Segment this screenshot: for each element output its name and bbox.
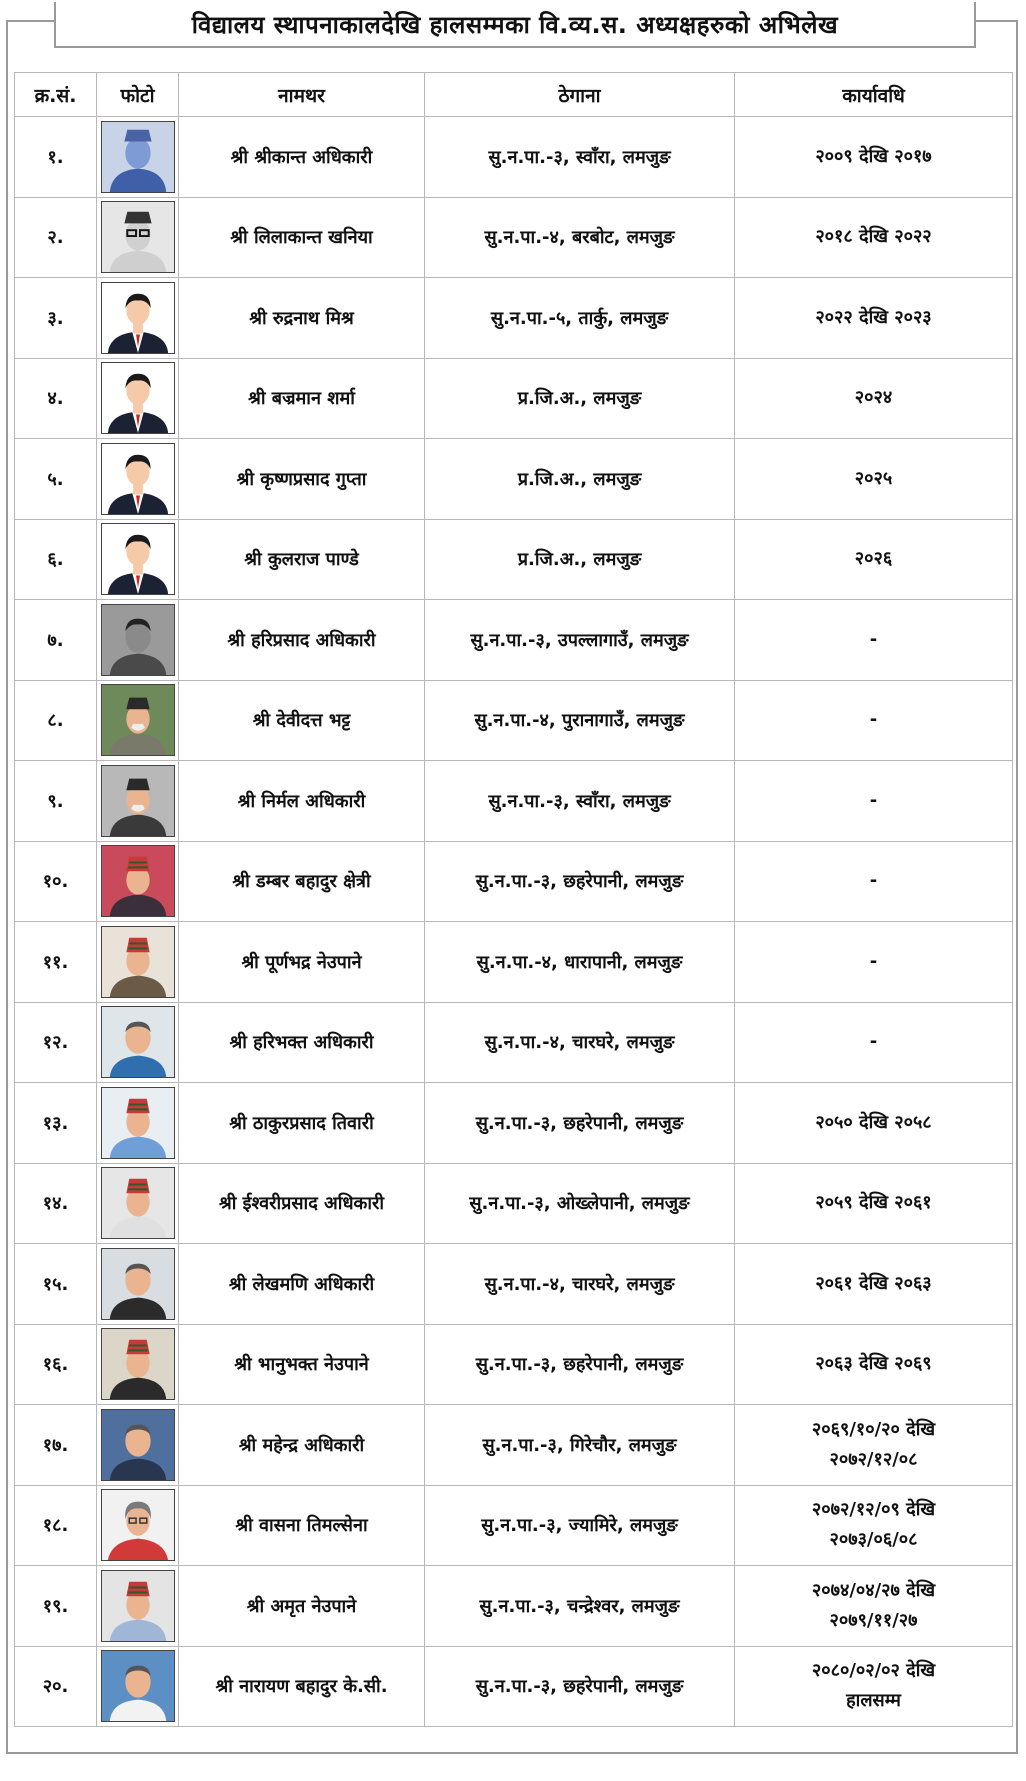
address-cell: प्र.जि.अ., लमजुङ <box>425 358 735 439</box>
name-cell: श्री कुलराज पाण्डे <box>179 519 425 600</box>
address-cell: प्र.जि.अ., लमजुङ <box>425 439 735 520</box>
photo-cell <box>97 278 179 359</box>
photo-cell <box>97 1485 179 1566</box>
portrait-photo <box>101 684 175 756</box>
term-cell <box>735 761 1013 842</box>
portrait-photo <box>101 1489 175 1561</box>
address-cell: सु.न.पा.-४, बरबोट, लमजुङ <box>425 197 735 278</box>
term-cell <box>735 1244 1013 1325</box>
term-line-1: २०५० देखि २०५८ <box>815 1111 932 1133</box>
term-line-1: २०६९/१०/२० देखि <box>811 1418 936 1440</box>
address-cell: सु.न.पा.-४, चारघरे, लमजुङ <box>425 1244 735 1325</box>
term-line-1: - <box>869 1031 878 1053</box>
photo-cell <box>97 922 179 1003</box>
term-cell <box>735 439 1013 520</box>
table-row <box>15 680 1013 761</box>
portrait-photo <box>101 1087 175 1159</box>
photo-cell <box>97 358 179 439</box>
portrait-photo <box>101 1167 175 1239</box>
term-line-1: २०५९ देखि २०६१ <box>815 1192 932 1214</box>
table-row <box>15 1002 1013 1083</box>
address-cell: सु.न.पा.-४, धारापानी, लमजुङ <box>425 922 735 1003</box>
address-cell: सु.न.पा.-३, छहरेपानी, लमजुङ <box>425 1324 735 1405</box>
term-line-1: - <box>869 709 878 731</box>
address-cell: सु.न.पा.-३, छहरेपानी, लमजुङ <box>425 1646 735 1727</box>
name-cell: श्री ठाकुरप्रसाद तिवारी <box>179 1083 425 1164</box>
serial-number: ८. <box>15 680 97 761</box>
name-cell: श्री देवीदत्त भट्ट <box>179 680 425 761</box>
serial-number: १९. <box>15 1566 97 1647</box>
term-cell <box>735 600 1013 681</box>
table-row <box>15 439 1013 520</box>
portrait-photo <box>101 282 175 354</box>
name-cell: श्री हरिभक्त अधिकारी <box>179 1002 425 1083</box>
name-cell: श्री महेन्द्र अधिकारी <box>179 1405 425 1486</box>
term-line-1: - <box>869 870 878 892</box>
photo-cell <box>97 600 179 681</box>
term-line-2: २०७२/१२/०८ <box>829 1448 918 1470</box>
photo-cell <box>97 1566 179 1647</box>
chairpersons-table <box>14 72 1013 1727</box>
photo-cell <box>97 197 179 278</box>
serial-number: १६. <box>15 1324 97 1405</box>
portrait-photo <box>101 523 175 595</box>
header-serial: क्र.सं. <box>15 73 97 117</box>
serial-number: १. <box>15 117 97 198</box>
title-banner <box>54 2 976 48</box>
serial-number: ५. <box>15 439 97 520</box>
photo-cell <box>97 1405 179 1486</box>
name-cell: श्री ईश्वरीप्रसाद अधिकारी <box>179 1163 425 1244</box>
term-cell <box>735 1083 1013 1164</box>
name-cell: श्री भानुभक्त नेउपाने <box>179 1324 425 1405</box>
term-cell <box>735 1405 1013 1486</box>
name-cell: श्री कृष्णप्रसाद गुप्ता <box>179 439 425 520</box>
table-row <box>15 278 1013 359</box>
term-cell <box>735 117 1013 198</box>
table-row <box>15 1083 1013 1164</box>
term-cell <box>735 1002 1013 1083</box>
header-term: कार्यावधि <box>735 73 1013 117</box>
table-row <box>15 1324 1013 1405</box>
table-row <box>15 117 1013 198</box>
term-line-1: २०६३ देखि २०६९ <box>815 1353 932 1375</box>
portrait-photo <box>101 1570 175 1642</box>
term-line-1: २०२५ <box>854 467 893 489</box>
portrait-photo <box>101 845 175 917</box>
term-line-1: २०७२/१२/०९ देखि <box>811 1499 936 1521</box>
term-line-1: २०२४ <box>854 387 893 409</box>
serial-number: १०. <box>15 841 97 922</box>
table-row <box>15 841 1013 922</box>
table-row <box>15 1485 1013 1566</box>
term-cell <box>735 197 1013 278</box>
portrait-photo <box>101 121 175 193</box>
header-photo: फोटो <box>97 73 179 117</box>
name-cell: श्री लेखमणि अधिकारी <box>179 1244 425 1325</box>
name-cell: श्री पूर्णभद्र नेउपाने <box>179 922 425 1003</box>
portrait-photo <box>101 443 175 515</box>
serial-number: १५. <box>15 1244 97 1325</box>
photo-cell <box>97 439 179 520</box>
table-row <box>15 761 1013 842</box>
table-row <box>15 519 1013 600</box>
address-cell: सु.न.पा.-३, स्वाँरा, लमजुङ <box>425 761 735 842</box>
serial-number: १४. <box>15 1163 97 1244</box>
table-row <box>15 600 1013 681</box>
term-cell <box>735 1566 1013 1647</box>
photo-cell <box>97 841 179 922</box>
term-line-2: २०७३/०६/०८ <box>829 1529 918 1551</box>
term-cell <box>735 1163 1013 1244</box>
serial-number: १८. <box>15 1485 97 1566</box>
address-cell: सु.न.पा.-३, उपल्लागाउँ, लमजुङ <box>425 600 735 681</box>
term-cell <box>735 358 1013 439</box>
term-cell <box>735 680 1013 761</box>
serial-number: ७. <box>15 600 97 681</box>
table-row <box>15 1566 1013 1647</box>
name-cell: श्री नारायण बहादुर के.सी. <box>179 1646 425 1727</box>
photo-cell <box>97 1324 179 1405</box>
serial-number: १३. <box>15 1083 97 1164</box>
name-cell: श्री वासना तिमल्सेना <box>179 1485 425 1566</box>
header-name: नामथर <box>179 73 425 117</box>
portrait-photo <box>101 604 175 676</box>
term-line-1: २०२२ देखि २०२३ <box>815 306 932 328</box>
serial-number: ३. <box>15 278 97 359</box>
address-cell: सु.न.पा.-५, तार्कु, लमजुङ <box>425 278 735 359</box>
portrait-photo <box>101 1409 175 1481</box>
term-cell <box>735 278 1013 359</box>
term-line-1: २०७४/०४/२७ देखि <box>811 1579 936 1601</box>
portrait-photo <box>101 1248 175 1320</box>
address-cell: सु.न.पा.-३, स्वाँरा, लमजुङ <box>425 117 735 198</box>
address-cell: प्र.जि.अ., लमजुङ <box>425 519 735 600</box>
serial-number: २०. <box>15 1646 97 1727</box>
table-row <box>15 922 1013 1003</box>
photo-cell <box>97 1646 179 1727</box>
serial-number: ४. <box>15 358 97 439</box>
term-line-1: २०१८ देखि २०२२ <box>815 226 932 248</box>
term-cell <box>735 1485 1013 1566</box>
address-cell: सु.न.पा.-३, गिरेचौर, लमजुङ <box>425 1405 735 1486</box>
photo-cell <box>97 1083 179 1164</box>
photo-cell <box>97 1163 179 1244</box>
portrait-photo <box>101 1328 175 1400</box>
term-cell <box>735 841 1013 922</box>
photo-cell <box>97 680 179 761</box>
address-cell: सु.न.पा.-३, ओख्लेपानी, लमजुङ <box>425 1163 735 1244</box>
term-cell <box>735 922 1013 1003</box>
name-cell: श्री हरिप्रसाद अधिकारी <box>179 600 425 681</box>
term-line-1: - <box>869 950 878 972</box>
table-row <box>15 1646 1013 1727</box>
term-cell <box>735 519 1013 600</box>
portrait-photo <box>101 201 175 273</box>
name-cell: श्री डम्बर बहादुर क्षेत्री <box>179 841 425 922</box>
term-cell <box>735 1646 1013 1727</box>
address-cell: सु.न.पा.-३, चन्द्रेश्वर, लमजुङ <box>425 1566 735 1647</box>
portrait-photo <box>101 926 175 998</box>
name-cell: श्री लिलाकान्त खनिया <box>179 197 425 278</box>
portrait-photo <box>101 1006 175 1078</box>
term-line-2: हालसम्म <box>846 1690 901 1712</box>
serial-number: १२. <box>15 1002 97 1083</box>
table-row <box>15 358 1013 439</box>
table-row <box>15 1163 1013 1244</box>
name-cell: श्री बज्रमान शर्मा <box>179 358 425 439</box>
name-cell: श्री रुद्रनाथ मिश्र <box>179 278 425 359</box>
portrait-photo <box>101 1650 175 1722</box>
name-cell: श्री श्रीकान्त अधिकारी <box>179 117 425 198</box>
term-cell <box>735 1324 1013 1405</box>
table-row <box>15 1405 1013 1486</box>
portrait-photo <box>101 362 175 434</box>
serial-number: ६. <box>15 519 97 600</box>
photo-cell <box>97 117 179 198</box>
photo-cell <box>97 1244 179 1325</box>
serial-number: ९. <box>15 761 97 842</box>
page-title: विद्यालय स्थापनाकालदेखि हालसम्मका वि.व्य.स. अध्यक्षहरुको अभिलेख <box>191 10 839 39</box>
portrait-photo <box>101 765 175 837</box>
address-cell: सु.न.पा.-३, ज्यामिरे, लमजुङ <box>425 1485 735 1566</box>
table-row <box>15 197 1013 278</box>
term-line-1: - <box>869 789 878 811</box>
header-address: ठेगाना <box>425 73 735 117</box>
name-cell: श्री अमृत नेउपाने <box>179 1566 425 1647</box>
serial-number: २. <box>15 197 97 278</box>
term-line-1: २००९ देखि २०१७ <box>815 145 932 167</box>
term-line-1: - <box>869 628 878 650</box>
address-cell: सु.न.पा.-३, छहरेपानी, लमजुङ <box>425 1083 735 1164</box>
photo-cell <box>97 761 179 842</box>
address-cell: सु.न.पा.-४, पुरानागाउँ, लमजुङ <box>425 680 735 761</box>
serial-number: १७. <box>15 1405 97 1486</box>
table-row <box>15 1244 1013 1325</box>
term-line-1: २०२६ <box>854 548 893 570</box>
table-header-row <box>15 73 1013 117</box>
name-cell: श्री निर्मल अधिकारी <box>179 761 425 842</box>
term-line-1: २०८०/०२/०२ देखि <box>811 1660 936 1682</box>
address-cell: सु.न.पा.-३, छहरेपानी, लमजुङ <box>425 841 735 922</box>
address-cell: सु.न.पा.-४, चारघरे, लमजुङ <box>425 1002 735 1083</box>
term-line-2: २०७९/११/२७ <box>829 1609 918 1631</box>
term-line-1: २०६१ देखि २०६३ <box>815 1272 932 1294</box>
photo-cell <box>97 1002 179 1083</box>
photo-cell <box>97 519 179 600</box>
serial-number: ११. <box>15 922 97 1003</box>
